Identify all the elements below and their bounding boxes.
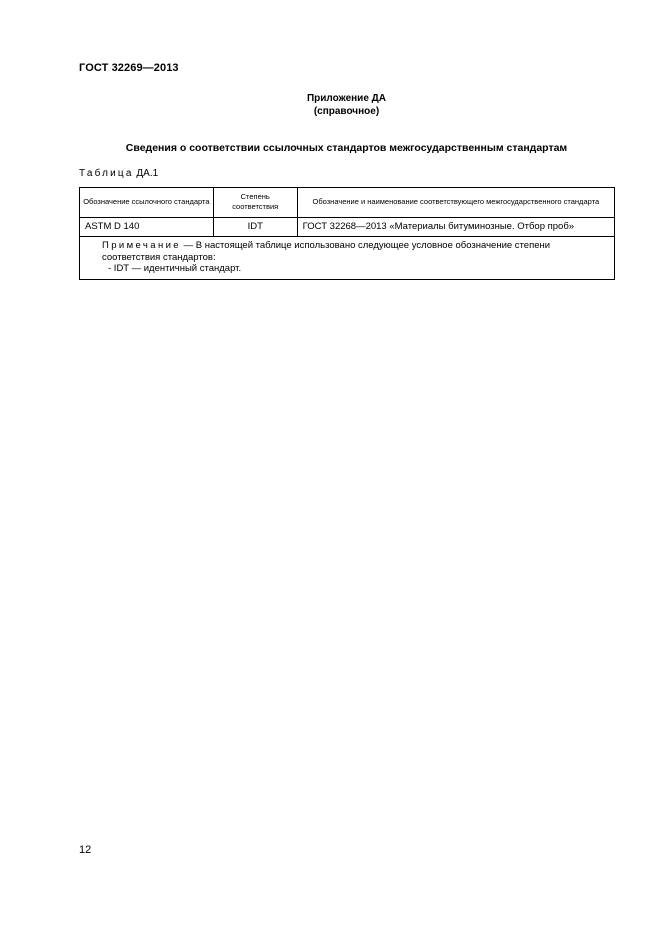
table-header-row xyxy=(80,188,615,218)
column-header-degree: Степень соответствия xyxy=(213,188,297,218)
section-title: Сведения о соответствии ссылочных стандартов межгосударственным стандартам xyxy=(125,142,568,154)
table-row xyxy=(80,218,615,237)
column-header-reference: Обозначение ссылочного стандарта xyxy=(80,188,214,218)
note-text: — В настоящей таблице использовано следующее условное обозначение степени соответствия стандартов: xyxy=(102,240,551,263)
table-caption xyxy=(79,168,158,179)
page-number: 12 xyxy=(79,844,92,856)
appendix-title: Приложение ДА xyxy=(306,93,387,104)
cell-interstate-standard: ГОСТ 32268—2013 «Материалы битуминозные. Отбор проб» xyxy=(297,218,614,237)
table-note-row xyxy=(80,237,615,280)
table-caption-word: Таблица xyxy=(79,168,134,179)
table-note xyxy=(80,237,615,280)
column-header-interstate: Обозначение и наименование соответствующего межгосударственного стандарта xyxy=(297,188,614,218)
cell-reference-standard: ASTM D 140 xyxy=(80,218,214,237)
appendix-subtitle: (справочное) xyxy=(313,106,380,117)
document-code: ГОСТ 32269—2013 xyxy=(79,62,179,74)
note-label: Примечание xyxy=(102,240,181,251)
note-paragraph xyxy=(86,240,608,263)
note-list-item: - IDT — идентичный стандарт. xyxy=(108,263,242,274)
appendix-heading xyxy=(79,92,614,118)
cell-degree: IDT xyxy=(213,218,297,237)
table-caption-number: ДА.1 xyxy=(136,168,159,179)
standards-table xyxy=(79,187,615,280)
